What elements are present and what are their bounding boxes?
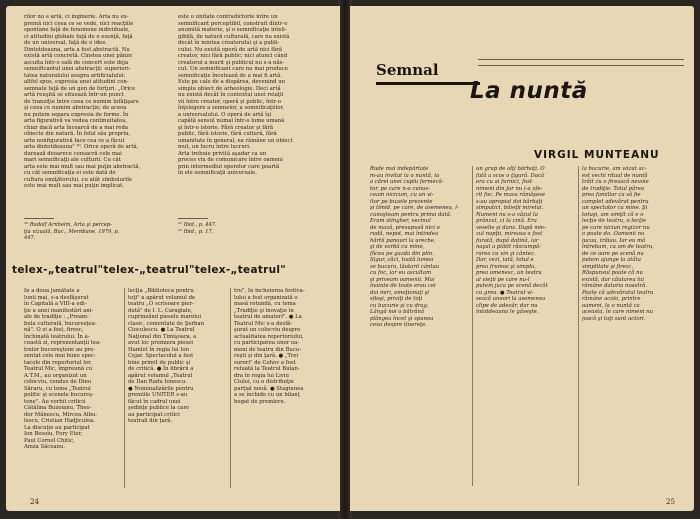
page-number-right: 25	[666, 498, 675, 506]
footnote-right: ¹¹ Ibid., p. 447. ¹² Ibid., p. 17.	[178, 222, 217, 235]
footnote-left: ¹⁰ Rudolf Arnheim, Arta şi percep- ţia vizuală, Buc., Meridiane, 1979, p. 447.	[24, 222, 120, 242]
article-column-1: Rude mai îndepărtate m-au invitat la o nuntă, la a cărei unei cuplu fermecă- tor, pe care n-o cunos- ceam nicicum, cu un vi- itor pe buzele prezente şi timid, pe care, de asemenea, l- cunoşteam pentru prima dată. Eram stingher, vecinul de masă, presupusă nici o rudă, nepot, mai întindea hârtii panouri la ureche, şi de vorbă cu mine, făcea pe gazda din plin. Sigur, căci, toată lumea se bucura, lăutarii cântau cu foc, iar eu ascultam şi priveam oamenii. Mai înainte de toate erau cei doi miri, emoţionaţi şi sfioşi, priviţi de toţi cu bucurie şi cu drag. Lângă noi o bătrână plângea încet şi spunea ceva despre tinereţe.	[370, 166, 459, 328]
column-divider	[472, 166, 473, 486]
section-label: Semnal	[376, 61, 439, 79]
essay-column-1: rilor nu e artă, ci inginerie. Arta nu ex- premă nici ceea ce se vede, nici reacţiile spontane faţă de fenomene individuale, ci atitudini globale faţă de o esenţă, faţă de un universal, faţă de o idee. Dintotdeauna, arta a fost abstractă. Nu există artă concretă. Cinstea unei pânze asculta într-o sală de concert este deja semnificantul unei abstracţii: superiori- tatea naturalului asupra artificialului; altfel spus, expresia unei atitudini con- semnate faţă de un gen de forţuri. „Orice artă reuşită se situează într-un punct de tranziţie între ceea ce numim înfăţişare şi ceea ce numim abstracţie; de aceea nu putem separa expresia de forme. În arta figurativă va vedea continuitatea, chiar dacă arta încearcă de a mai reda obiecte din natură. În felul său propriu, arta nonfigurativă face cea ce a făcut arta dintotdeauna" ¹⁰. Orice operă de artă, durează deoarece consacră cele mai mari semnificaţii ale culturii. Cu cât arta este mai mult sau mai puţin abstractă, cu cât semnificaţia ei este dată de cultura emiţătorului, cu atât simbolurile este mai mult sau mai puţin implicat.	[24, 14, 141, 189]
telex-teatrul-band: telex-„teatrul"telex-„teatrul"telex-„teatrul"	[12, 264, 287, 276]
essay-column-2: este o unitate contradictorie între un semnificant perceptibil, construit dintr-o anumită materie, şi o semnificaţie inteli- gibilă, de natură culturală, care nu există decât în mintea creatorului şi a publi- cului. Nu există operă de artă nici fără creator, nici fără public; nici atunci când creatorul a murit şi publicul nu s-a năs- cut. Un semnificant care nu mai produce semnificaţie încetează de a mai fi artă. Este pe cale de a dispărea, devenind un simplu obiect de arheologie. Deci artă nu există decât în contextul unei relaţii vii între creator, operă şi public, într-o înţelegere a semnelor, a semnificaţiilor, a universalului. O operă de artă îşi capătă sensul numai într-o lume umană şi într-o istorie. Fără creator şi fără public, fără istorie, fără cultură, fără umanitate în general, ea rămâne un obiect mut, un lucru între lucruri. Arta trebuie privită aşadar ca un proces viu de comunicare între oameni prin intermediul operelor care poartă în ele semnificaţii universale.	[178, 14, 293, 176]
article-title: La nuntă	[470, 78, 588, 104]
article-column-3: la bucurie, am văzut ac- est vechi ritual de nuntă trăit cu o firească nevoie de tradiţie. Totul părea prea familiar ca să fie complet adevărat pentru un spectator ca mine. Şi totuşi, am simţit că e o lecţie de teatru, o lecţie pe care niciun regizor nu o poate da. Oamenii nu jucau, trăiau. Iar eu mă întrebam, ca om de teatru, de ce oare pe scenă nu putem ajunge la atâta simplitate şi firesc. Răspunsul poate că nu există, dar căutarea lui rămâne datoria noastră. Poate că adevăratul teatru rămâne acolo, printre oameni, la o nuntă ca aceasta, în care nimeni nu joacă şi toţi sunt actori.	[582, 166, 654, 322]
right-page	[350, 6, 694, 511]
page-number-left: 24	[30, 498, 39, 506]
footnote-rule	[24, 218, 54, 219]
article-column-2: un grup de alţi bărbaţi. O fată a scos o ţigară. Dacă era cu ai furnici, fost nimeni din jur nu i-a ofe- rit foc. Pe masa rămăşese s-au apropiat doi bărbaţi simpatici, băieţii mirelui. Numeni nu s-a văzut la prânzul, ci la cină. Era veselie şi dans. După mie- zul nopţii, mireasa a fost furată, după datină, iar naşul a plătit răscumpă- rarea cu vin şi cântec. Dar, vezi, iată, totul e prea frumos şi simplu, prea omenesc, un teatru al vieţii pe care nu-l putem juca pe scenă decât cu greu. ● Teatrul vi- sează uneori la asemenea clipe de adevăr, dar nu întotdeauna le găseşte.	[476, 166, 548, 315]
footnote-rule-right	[178, 218, 208, 219]
left-page	[6, 6, 340, 511]
header-rule	[478, 59, 684, 66]
section-underline	[376, 82, 480, 85]
telex-column-3: tru". În încheierea festiva- lului a fost organizată o masă rotundă, cu tema „Tradiţie şi inovaţie în teatrul de amatori". ● La Teatrul Mic s-a desfă- şurat un colocviu despre actualitatea repertoriului, cu participarea unor oa- meni de teatru din Bucu- reşti şi din ţară. ● „Trei surori" de Cehov a fost reluată la Teatrul Bulan- dra în regia lui Liviu Ciulei, cu o distribuţie parţial nouă. ● Stagiunea a se închide cu un bilanţ bogat de premiere.	[234, 288, 305, 405]
column-divider	[124, 288, 125, 488]
article-author: VIRGIL MUNTEANU	[534, 149, 660, 161]
telex-column-1: În a doua jumătate a lunii mai, s-a desfăşurat în Capitală a VIII-a edi- ţie a unei manifestări ani- ale de tradiţie : „Pream- bula culturală, bucuresţea- nă". O zi a fost, firesc, închinată teatrului. În a- ceastă zi, reprezentanţii tea- trelor bucureştene au pre- zentat cele mai bune spec- tacole din repertoriul lor. Teatrul Mic, împreună cu A.T.M., au organizat un colocviu, condus de Dinu Săraru, cu tema „Teatrul politic şi scenele bucureş- tene". Au vorbit criticii Cătălina Buzoianu, Theo- dor Mănescu, Mircea Albu- lescu, Cristian Hadjiculea. La discuţie au participat Ion Besoiu, Fory Eter, Paul Cornel Chitic, Amza Săceanu.	[24, 288, 101, 450]
telex-column-2: lecţia „Biblioteca pentru toţi" a apărut volumul de teatru „O scrisoare pier- dută" de I. L. Caragiale, cuprinzând piesele marelui clasic, comentate de Şerban Cioculescu. ● La Teatrul Naţional din Timişoara, a avut loc premiera piesei Hamlet în regia lui Ion Cojar. Spectacolul a fost bine primit de public şi de critică. ● În librării a apărut volumul „Teatrul de Dan Radu Ionescu. ● Nominalizările pentru premiile UNITER s-au făcut în cadrul unei şedinţe publice la care au participat critici teatrali din ţară.	[128, 288, 204, 424]
column-divider	[578, 166, 579, 486]
column-divider	[230, 288, 231, 488]
